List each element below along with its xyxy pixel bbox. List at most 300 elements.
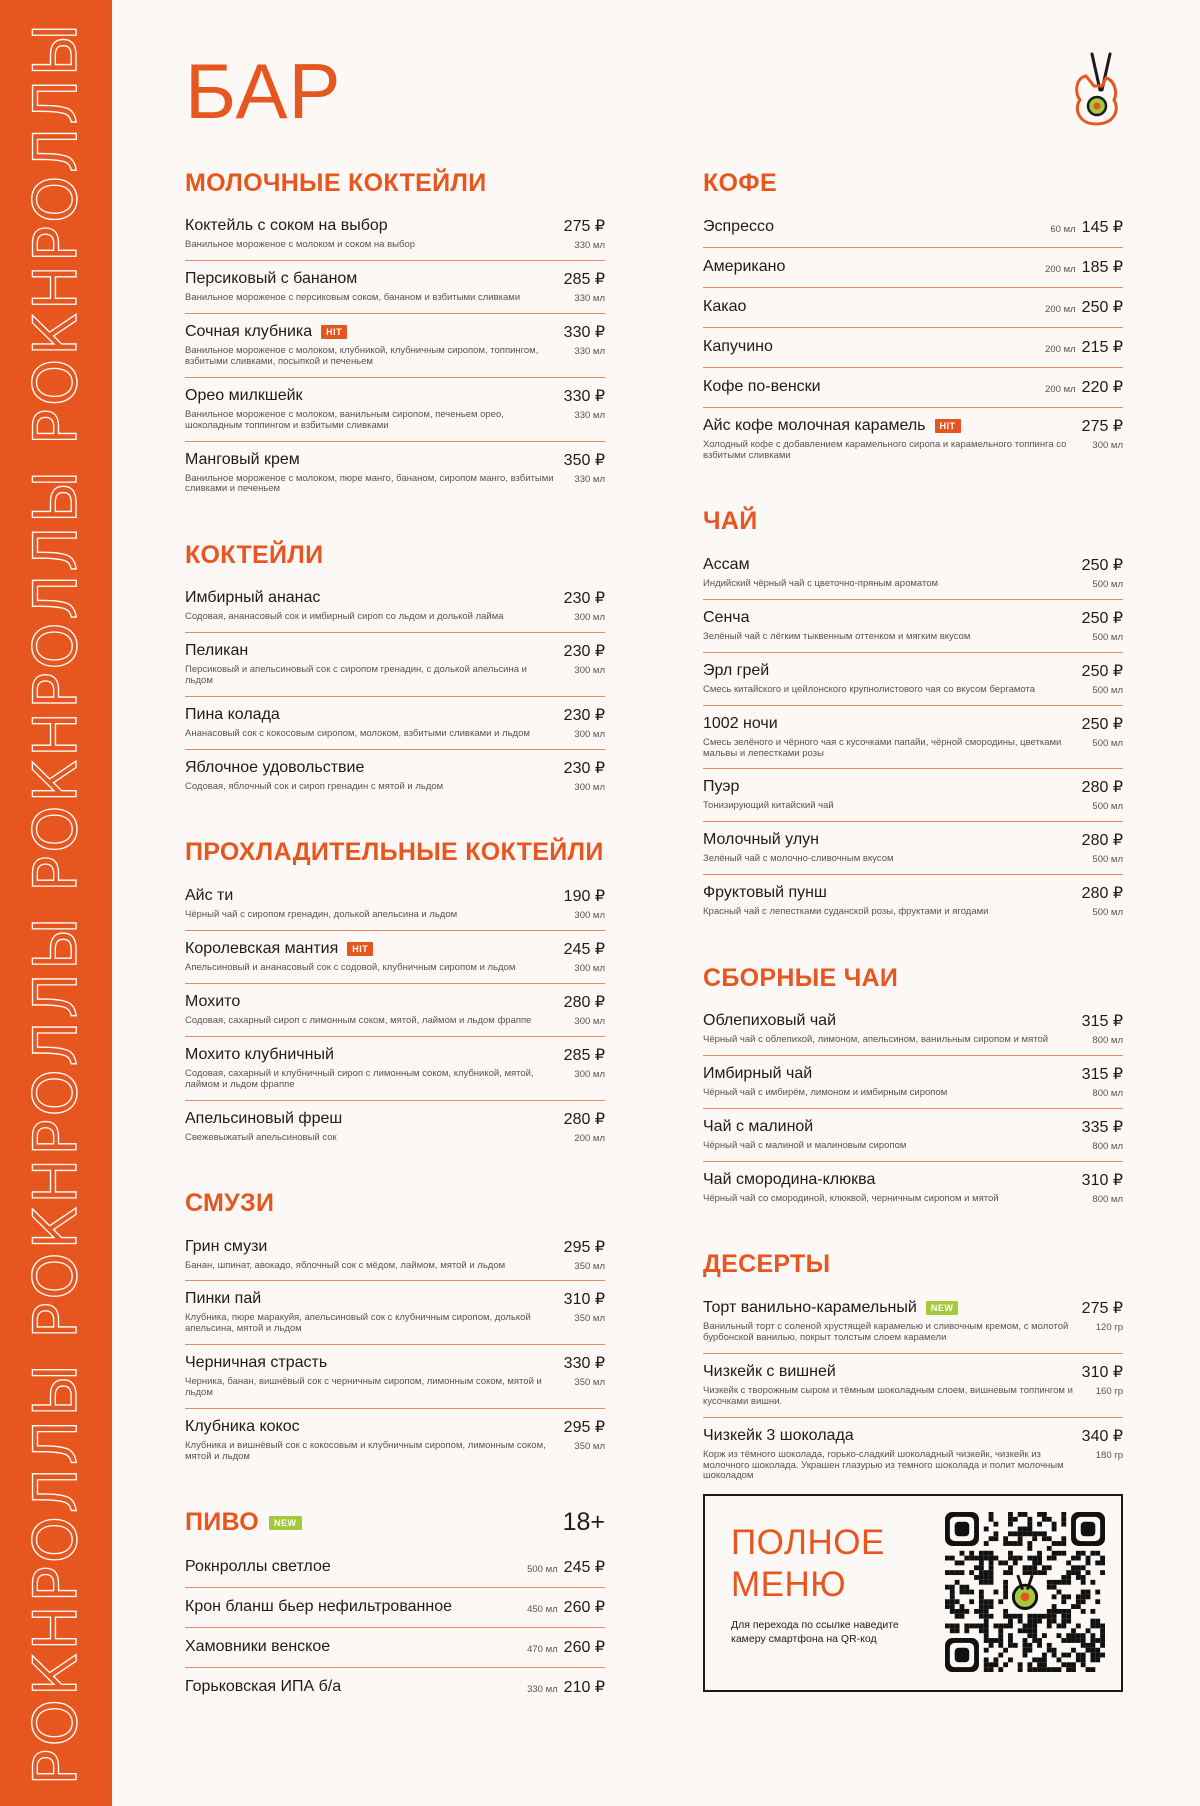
menu-item [703, 1003, 1123, 1056]
item-volume: 300 мл [574, 1015, 605, 1027]
menu-item-row [703, 377, 1123, 397]
menu-section [185, 168, 605, 504]
item-price: 315 ₽ [1081, 1013, 1123, 1031]
full-menu-qr-box [703, 1494, 1123, 1692]
menu-item [703, 706, 1123, 770]
item-volume: 500 мл [1092, 631, 1123, 643]
section-title-text: МОЛОЧНЫЕ КОКТЕЙЛИ [185, 168, 487, 197]
menu-item [703, 875, 1123, 927]
new-badge: NEW [269, 1516, 302, 1530]
menu-item [185, 1668, 605, 1707]
item-price-group [564, 641, 605, 661]
item-volume: 800 мл [1092, 1141, 1123, 1153]
item-price-group [1082, 1011, 1123, 1031]
item-price-group [564, 588, 605, 608]
item-volume: 200 мл [1045, 384, 1076, 395]
item-volume: 500 мл [1092, 907, 1123, 919]
item-description: Персиковый и апельсиновый сок с сиропом гренадин, с долькой апельсина и льдом [185, 664, 527, 687]
menu-item [703, 822, 1123, 875]
item-name [703, 609, 750, 627]
item-name-text: Пуэр [703, 778, 740, 796]
item-name-text: Пеликан [185, 642, 249, 660]
item-name [703, 1299, 958, 1317]
menu-item [185, 1229, 605, 1282]
menu-item [703, 653, 1123, 706]
item-price-group [1045, 297, 1123, 317]
item-name [703, 662, 769, 680]
item-name-text: Коктейль с соком на выбор [185, 217, 388, 234]
item-name [703, 378, 821, 396]
menu-item [185, 984, 605, 1037]
item-price: 230 ₽ [563, 643, 605, 661]
item-price: 350 ₽ [563, 451, 605, 469]
section-header [185, 168, 605, 198]
item-name [703, 884, 827, 902]
item-price: 340 ₽ [1081, 1427, 1123, 1445]
menu-section [703, 963, 1123, 1214]
item-price-group [527, 1677, 605, 1697]
item-description: Банан, шпинат, авокадо, яблочный сок с мёдом, лаймом, мятой и льдом [185, 1259, 506, 1271]
menu-item-row [185, 705, 605, 725]
menu-item [185, 1588, 605, 1628]
menu-item-row [185, 450, 605, 470]
item-price: 295 ₽ [563, 1419, 605, 1437]
item-name-text: Какао [703, 298, 747, 315]
item-volume: 350 мл [574, 1377, 605, 1389]
item-name-text: Горьковская ИПА б/а [185, 1677, 342, 1695]
menu-item-row [185, 1417, 605, 1437]
item-price-group [1082, 1298, 1123, 1318]
item-name [185, 1638, 330, 1656]
menu-item-row [703, 608, 1123, 628]
item-description: Ванильное мороженое с персиковым соком, бананом и взбитыми сливками [185, 291, 521, 303]
menu-item-row [703, 1426, 1123, 1446]
item-name-text: Эспрессо [703, 218, 775, 235]
menu-item-row [185, 1045, 605, 1065]
menu-item-row [703, 830, 1123, 850]
item-name [185, 1238, 267, 1256]
item-price: 275 ₽ [563, 218, 605, 235]
menu-item [185, 580, 605, 633]
item-price-group [564, 992, 605, 1012]
menu-item-row [185, 1597, 605, 1617]
item-price-group [1082, 714, 1123, 734]
item-description: Зелёный чай с молочно-сливочным вкусом [703, 853, 894, 865]
item-description: Чёрный чай с сиропом гренадин, долькой апельсина и льдом [185, 908, 458, 920]
item-description: Чизкейк с творожным сыром и тёмным шоколадным слоем, вишневым топпингом и кусочками вишни. [703, 1384, 1073, 1407]
item-name [703, 715, 778, 733]
item-name [185, 451, 300, 469]
section-title [185, 838, 604, 867]
item-name [703, 1065, 812, 1083]
item-volume: 180 гр [1095, 1449, 1123, 1461]
menu-item-row [185, 758, 605, 778]
item-name-text: Ассам [703, 555, 750, 573]
menu-item-row [185, 216, 605, 236]
item-price: 250 ₽ [1081, 609, 1123, 627]
menu-item [703, 1109, 1123, 1162]
menu-section [703, 507, 1123, 927]
item-description: Смесь зелёного и чёрного чая с кусочками папайи, чёрной смородины, цветками мальвы и лепестками розы [703, 736, 1062, 759]
item-price: 245 ₽ [563, 940, 605, 958]
item-volume: 330 мл [574, 240, 605, 251]
item-price-group [1082, 883, 1123, 903]
item-price-group [564, 1045, 605, 1065]
item-description: Свежевыжатый апельсиновый сок [185, 1131, 337, 1143]
menu-item-row [703, 661, 1123, 681]
item-name-text: Сочная клубника [185, 322, 313, 340]
item-name-text: Молочный улун [703, 831, 819, 849]
item-volume: 500 мл [1092, 854, 1123, 866]
hit-badge: HIT [935, 419, 961, 433]
menu-item-row [703, 1117, 1123, 1137]
item-name [185, 1110, 342, 1128]
menu-item [185, 1548, 605, 1588]
item-name [185, 323, 347, 341]
menu-item [703, 1418, 1123, 1492]
item-price-group [527, 1597, 605, 1617]
item-price-group [564, 216, 605, 236]
section-title [185, 541, 323, 570]
menu-item [185, 1281, 605, 1345]
item-name-text: Персиковый с бананом [185, 269, 358, 287]
page-title: БАР [185, 47, 342, 135]
item-name-text: Американо [703, 258, 786, 275]
item-description: Красный чай с лепестками суданской розы, фруктами и ягодами [703, 906, 989, 918]
menu-item [703, 547, 1123, 600]
menu-item [185, 1345, 605, 1409]
menu-item-row [185, 1289, 605, 1309]
menu-item [703, 248, 1123, 288]
item-price: 315 ₽ [1081, 1066, 1123, 1084]
menu-item-row [185, 939, 605, 959]
menu-column-right [703, 168, 1123, 1527]
item-price-group [1082, 608, 1123, 628]
menu-item-row [185, 1557, 605, 1577]
item-price-group [1082, 777, 1123, 797]
item-price: 185 ₽ [1081, 259, 1123, 276]
menu-item [185, 314, 605, 378]
item-price: 260 ₽ [563, 1638, 605, 1656]
item-price-group [1045, 257, 1123, 277]
item-price-group [564, 1289, 605, 1309]
item-name [185, 642, 248, 660]
item-volume: 300 мл [574, 782, 605, 794]
item-volume: 300 мл [574, 962, 605, 974]
item-volume: 300 мл [574, 909, 605, 921]
item-description: Содовая, сахарный и клубничный сироп с лимонным соком, клубникой, мятой, лаймом и льдом фраппе [185, 1067, 534, 1090]
menu-item-row [703, 337, 1123, 357]
section-title-text: ПРОХЛАДИТЕЛЬНЫЕ КОКТЕЙЛИ [185, 838, 604, 867]
qr-code-icon[interactable] [945, 1512, 1105, 1672]
section-title [703, 964, 898, 993]
item-price-group [564, 450, 605, 470]
section-header [185, 838, 605, 868]
menu-item-row [703, 1170, 1123, 1190]
item-price: 280 ₽ [1081, 832, 1123, 850]
section-header [185, 1508, 605, 1538]
item-description: Чёрный чай с малиной и малиновым сиропом [703, 1140, 907, 1152]
item-name [185, 387, 303, 405]
item-price-group [1082, 416, 1123, 436]
item-description: Черника, банан, вишнёвый сок с черничным сиропом, лимонным соком, мятой и льдом [185, 1376, 542, 1399]
menu-section [185, 1508, 605, 1707]
item-price-group [564, 705, 605, 725]
menu-item [703, 288, 1123, 328]
item-name-text: Чай смородина-клюква [703, 1170, 876, 1188]
item-price: 275 ₽ [1081, 1299, 1123, 1317]
item-description: Чёрный чай с облепихой, лимоном, апельсином, ванильным сиропом и мятой [703, 1034, 1049, 1046]
menu-section [185, 1189, 605, 1472]
item-name-text: Рокнроллы светлое [185, 1557, 331, 1575]
item-volume: 120 гр [1095, 1321, 1123, 1333]
item-description: Апельсиновый и ананасовый сок с содовой, клубничным сиропом и льдом [185, 961, 516, 973]
item-price-group [564, 939, 605, 959]
item-price: 280 ₽ [1081, 779, 1123, 797]
item-price-group [1082, 1170, 1123, 1190]
item-volume: 500 мл [527, 1563, 558, 1575]
item-price: 310 ₽ [1081, 1363, 1123, 1381]
item-price: 250 ₽ [1081, 299, 1123, 316]
item-price: 280 ₽ [1081, 885, 1123, 903]
item-name [185, 1354, 327, 1372]
item-name [703, 1118, 813, 1136]
item-price: 145 ₽ [1081, 219, 1123, 236]
item-description: Зелёный чай с лёгким тыквенным оттенком и мягким вкусом [703, 630, 971, 642]
menu-item-row [703, 1362, 1123, 1382]
section-title-text: СБОРНЫЕ ЧАИ [703, 963, 899, 992]
brand-side-text: РОКНРОЛЛЫ РОКНРОЛЛЫ РОКНРОЛЛЫ РОКНРОЛЛЫ [21, 20, 91, 1786]
item-price-group [1082, 1064, 1123, 1084]
item-name [185, 270, 357, 288]
menu-item [703, 368, 1123, 408]
item-price-group [564, 758, 605, 778]
item-volume: 500 мл [1092, 684, 1123, 696]
item-name [703, 556, 750, 574]
item-price: 230 ₽ [563, 760, 605, 778]
item-name-text: Клубника кокос [185, 1418, 300, 1436]
item-volume: 330 мл [574, 409, 605, 421]
section-title-text: КОФЕ [703, 168, 777, 197]
item-price: 260 ₽ [563, 1598, 605, 1616]
item-volume: 800 мл [1092, 1035, 1123, 1047]
section-title [703, 169, 777, 198]
menu-item-row [703, 1011, 1123, 1031]
menu-item-row [703, 1064, 1123, 1084]
menu-item [185, 633, 605, 697]
menu-section [185, 838, 605, 1153]
item-volume: 330 мл [527, 1683, 558, 1695]
item-description: Ванильное мороженое с молоком, пюре манго, бананом, сиропом манго, взбитыми сливками и печеньем [185, 472, 554, 495]
item-price-group [527, 1637, 605, 1657]
item-name-text: Кофе по-венски [703, 378, 821, 395]
item-name [185, 217, 388, 235]
item-name-text: Сенча [703, 608, 750, 626]
item-volume: 300 мл [574, 665, 605, 677]
item-price: 330 ₽ [563, 323, 605, 341]
menu-item [703, 208, 1123, 248]
item-name-text: Орео милкшейк [185, 386, 303, 404]
menu-item [185, 261, 605, 314]
section-title [703, 1250, 830, 1279]
item-name-text: Яблочное удовольствие [185, 759, 365, 777]
menu-item-row [185, 992, 605, 1012]
item-price: 245 ₽ [563, 1558, 605, 1576]
item-price-group [564, 1417, 605, 1437]
item-price: 250 ₽ [1081, 715, 1123, 733]
item-name [185, 887, 233, 905]
item-price: 280 ₽ [563, 993, 605, 1011]
item-volume: 350 мл [574, 1260, 605, 1272]
item-name-text: Торт ванильно-карамельный [703, 1298, 917, 1316]
item-price-group [564, 269, 605, 289]
item-volume: 350 мл [574, 1313, 605, 1325]
menu-item [703, 1162, 1123, 1214]
menu-item [185, 1037, 605, 1101]
item-description: Содовая, ананасовый сок и имбирный сироп со льдом и долькой лайма [185, 611, 504, 623]
item-volume: 330 мл [574, 292, 605, 304]
menu-section [185, 540, 605, 802]
section-title [185, 1189, 274, 1218]
menu-item-row [185, 1677, 605, 1697]
item-volume: 330 мл [574, 345, 605, 357]
section-title-text: ЧАЙ [703, 507, 758, 536]
item-volume: 500 мл [1092, 737, 1123, 749]
item-price-group [1045, 377, 1123, 397]
item-price: 190 ₽ [563, 887, 605, 905]
item-name-text: Айс кофе молочная карамель [703, 417, 926, 434]
item-volume: 160 гр [1095, 1385, 1123, 1397]
menu-item-row [185, 269, 605, 289]
menu-item-row [703, 714, 1123, 734]
item-volume: 200 мл [1045, 264, 1076, 275]
item-volume: 60 мл [1050, 224, 1076, 235]
item-price: 330 ₽ [563, 387, 605, 405]
menu-section [703, 1250, 1123, 1491]
age-limit: 18+ [562, 1508, 605, 1537]
item-price: 310 ₽ [563, 1291, 605, 1309]
item-name [703, 298, 746, 316]
item-price-group [527, 1557, 605, 1577]
item-description: Тонизирующий китайский чай [703, 800, 834, 812]
item-price: 230 ₽ [563, 590, 605, 608]
item-price-group [1082, 1117, 1123, 1137]
item-description: Смесь китайского и цейлонского крупнолистового чая со вкусом бергамота [703, 683, 1036, 695]
menu-item-row [703, 257, 1123, 277]
item-price-group [1082, 661, 1123, 681]
item-description: Чёрный чай с имбирём, лимоном и имбирным сиропом [703, 1087, 948, 1099]
hit-badge: HIT [321, 325, 347, 339]
item-volume: 470 мл [527, 1643, 558, 1655]
item-name-text: Пина колада [185, 706, 280, 724]
item-price-group [1082, 1426, 1123, 1446]
item-name [703, 1427, 854, 1445]
menu-item [185, 442, 605, 505]
item-name-text: Черничная страсть [185, 1354, 328, 1372]
item-price-group [1050, 217, 1123, 237]
item-description: Содовая, сахарный сироп с лимонным соком, мятой, лаймом и льдом фраппе [185, 1014, 532, 1026]
menu-item-row [703, 416, 1123, 436]
hit-badge: HIT [347, 942, 373, 956]
item-name [185, 993, 240, 1011]
item-name-text: Мохито [185, 992, 241, 1010]
item-price: 250 ₽ [1081, 662, 1123, 680]
qr-subtitle: Для перехода по ссылке наведите камеру смартфона на QR-код [731, 1619, 899, 1645]
item-volume: 200 мл [1045, 304, 1076, 315]
section-title-text: ПИВО [185, 1508, 260, 1537]
item-description: Содовая, яблочный сок и сироп гренадин с мятой и льдом [185, 781, 444, 793]
item-volume: 200 мл [1045, 344, 1076, 355]
item-name [703, 831, 819, 849]
menu-item-row [703, 555, 1123, 575]
item-description: Холодный кофе с добавлением карамельного сиропа и карамельного топпинга со взбитыми сливками [703, 439, 1067, 461]
item-description: Ванильный торт с соленой хрустящей карамелью и сливочным кремом, с молотой бурбонской ванилью, покрыт толстым слоем карамели [703, 1320, 1069, 1343]
item-volume: 300 мл [574, 1068, 605, 1080]
item-name [185, 759, 364, 777]
menu-section [703, 168, 1123, 471]
menu-item-row [185, 1237, 605, 1257]
item-name-text: Эрл грей [703, 661, 770, 679]
item-name [703, 417, 961, 435]
item-price-group [1045, 337, 1123, 357]
item-price: 220 ₽ [1081, 379, 1123, 396]
item-description: Ананасовый сок с кокосовым сиропом, молоком, взбитыми сливками и льдом [185, 728, 530, 740]
menu-item [703, 1056, 1123, 1109]
item-name [703, 1363, 836, 1381]
qr-title: ПОЛНОЕ МЕНЮ [731, 1523, 885, 1604]
item-name [185, 706, 280, 724]
item-description: Индийский чёрный чай с цветочно-пряным ароматом [703, 577, 939, 589]
item-price-group [564, 1237, 605, 1257]
menu-item [185, 1628, 605, 1668]
item-price: 280 ₽ [563, 1110, 605, 1128]
item-volume: 300 мл [1092, 440, 1123, 451]
menu-item-row [185, 588, 605, 608]
item-name-text: 1002 ночи [703, 714, 778, 732]
item-name [185, 589, 320, 607]
section-title [185, 169, 486, 198]
menu-item-row [185, 322, 605, 342]
item-volume: 200 мл [574, 1132, 605, 1144]
item-price: 250 ₽ [1081, 556, 1123, 574]
menu-item [703, 600, 1123, 653]
item-name-text: Крон бланш бьер нефильтрованное [185, 1597, 453, 1615]
menu-item [185, 931, 605, 984]
menu-item-row [185, 1109, 605, 1129]
item-price-group [1082, 1362, 1123, 1382]
item-name-text: Капучино [703, 338, 773, 355]
item-description: Ванильное мороженое с молоком, клубникой, клубничным сиропом, топпингом, взбитыми сливками, посыпкой и печеньем [185, 344, 539, 367]
menu-item-row [703, 1298, 1123, 1318]
menu-item-row [185, 886, 605, 906]
item-name-text: Имбирный ананас [185, 589, 321, 607]
menu-item [703, 1290, 1123, 1354]
section-title-text: ДЕСЕРТЫ [703, 1250, 831, 1279]
item-price-group [564, 1109, 605, 1129]
item-volume: 350 мл [574, 1441, 605, 1453]
item-name [185, 1598, 452, 1616]
item-name-text: Грин смузи [185, 1237, 268, 1255]
item-price-group [564, 1353, 605, 1373]
section-header [185, 540, 605, 570]
item-price: 295 ₽ [563, 1238, 605, 1256]
item-price: 330 ₽ [563, 1355, 605, 1373]
item-price-group [1082, 830, 1123, 850]
guitar-roll-logo-icon [1072, 52, 1122, 128]
section-title [185, 1508, 302, 1537]
item-volume: 500 мл [1092, 801, 1123, 813]
item-name [185, 1558, 331, 1576]
